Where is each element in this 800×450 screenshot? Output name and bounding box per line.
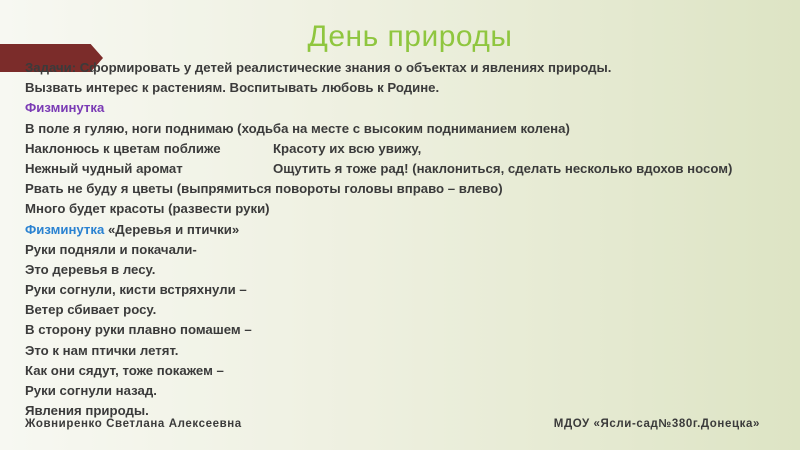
fizminutka2-label: Физминутка — [25, 221, 105, 237]
poem2-line: Явления природы. — [25, 403, 149, 419]
fizminutka-heading: Физминутка — [25, 100, 105, 116]
poem2-line: Руки согнули назад. — [25, 383, 157, 398]
poem-line-right: Ощутить я тоже рад! (наклониться, сделать несколько вдохов носом) — [273, 160, 733, 176]
poem2-line: Как они сядут, тоже покажем – — [25, 362, 224, 378]
poem-line-right: Красоту их всю увижу, — [273, 140, 422, 156]
slide-title: День природы — [307, 20, 513, 53]
poem2-line: Руки согнули, кисти встряхнули – — [25, 282, 247, 298]
poem2-line: Это к нам птички летят. — [25, 342, 179, 358]
poem-line-left: Наклонюсь к цветам поближе — [25, 140, 221, 156]
fizminutka2-heading — [25, 220, 795, 240]
footer-author: Жовниренко Светлана Алексеевна — [25, 418, 242, 430]
tasks-line — [25, 58, 795, 78]
poem-line: В поле я гуляю, ноги поднимаю (ходьба на месте с высоким подниманием колена) — [25, 120, 570, 136]
slide-body — [25, 58, 795, 421]
body-line: Вызвать интерес к растениям. Воспитывать любовь к Родине. — [25, 80, 440, 96]
poem-line: Много будет красоты (развести руки) — [25, 201, 270, 217]
poem2-line: В сторону руки плавно помашем – — [25, 322, 252, 338]
poem-line-two-column — [25, 159, 795, 179]
fizminutka2-title: «Деревья и птички» — [104, 221, 240, 237]
poem2-line: Это деревья в лесу. — [25, 261, 156, 277]
tasks-text: Сформировать у детей реалистические знания о объектах и явлениях природы. — [76, 60, 612, 75]
poem-line-left: Нежный чудный аромат — [25, 160, 183, 176]
poem-line-two-column — [25, 139, 795, 159]
tasks-label: Задачи: — [25, 60, 77, 75]
poem2-line: Руки подняли и покачали- — [25, 241, 197, 257]
poem2-line: Ветер сбивает росу. — [25, 302, 157, 318]
footer-organization: МДОУ «Ясли-сад№380г.Донецка» — [553, 418, 760, 430]
poem-line: Рвать не буду я цветы (выпрямиться повороты головы вправо – влево) — [25, 181, 503, 197]
